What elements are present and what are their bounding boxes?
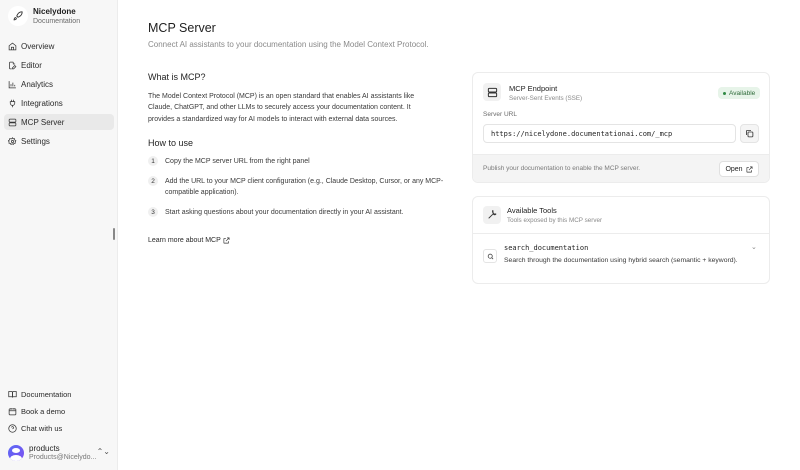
publish-notice: Publish your documentation to enable the MCP server.: [483, 165, 641, 172]
endpoint-footer: [473, 154, 769, 183]
what-heading: What is MCP?: [148, 72, 206, 82]
edit-icon: [8, 61, 17, 70]
step-text: Add the URL to your MCP client configuration (e.g., Claude Desktop, Cursor, or any MCP-compatible application).: [165, 178, 444, 196]
step-item: [148, 176, 448, 198]
available-tools-card: [472, 196, 770, 284]
user-menu[interactable]: [8, 444, 112, 462]
help-icon: [8, 424, 17, 433]
status-badge: [718, 87, 760, 99]
step-text: Copy the MCP server URL from the right panel: [165, 158, 310, 165]
server-icon: [8, 118, 17, 127]
page-title: MCP Server: [148, 21, 216, 35]
sidebar-footer: [4, 387, 114, 438]
rocket-icon: [8, 6, 28, 26]
external-link-icon: [746, 166, 753, 173]
tool-name[interactable]: search_documentation: [504, 244, 589, 252]
sidebar-item-label: Editor: [21, 60, 42, 70]
plug-icon: [8, 99, 17, 108]
step-number: 1: [148, 156, 158, 166]
tools-title: Available Tools: [507, 206, 557, 215]
footer-item-label: Documentation: [21, 389, 72, 399]
tools-subtitle: Tools exposed by this MCP server: [507, 217, 603, 224]
step-number: 3: [148, 207, 158, 217]
what-body: The Model Context Protocol (MCP) is an open standard that enables AI assistants like Claude, ChatGPT, and other LLMs to securely access your documentation content. It provides a standardized way for AI models to interact with external data sources.: [148, 93, 415, 123]
copy-url-button[interactable]: [740, 124, 759, 143]
sidebar-item-label: Settings: [21, 136, 50, 146]
brand[interactable]: [8, 6, 80, 26]
sidebar-resize-handle[interactable]: [113, 228, 115, 240]
brand-name: Nicelydone: [33, 6, 76, 16]
wrench-icon: [483, 206, 501, 224]
server-icon: [483, 83, 501, 101]
sidebar-item-label: Overview: [21, 41, 55, 51]
step-text: Start asking questions about your documentation directly in your AI assistant.: [165, 209, 404, 216]
sidebar-item-settings[interactable]: [4, 133, 114, 149]
server-url-label: Server URL: [483, 111, 517, 118]
endpoint-title: MCP Endpoint: [509, 84, 558, 93]
open-label: Open: [725, 165, 743, 173]
search-icon: [483, 249, 497, 263]
learn-more-link[interactable]: [148, 237, 230, 244]
mcp-endpoint-card: [472, 72, 770, 183]
sidebar-item-label: MCP Server: [21, 117, 65, 127]
chevron-down-icon[interactable]: ⌄: [751, 244, 757, 251]
user-email: Products@Nicelydo...: [29, 454, 97, 461]
open-button[interactable]: [719, 161, 759, 177]
footer-item-label: Book a demo: [21, 406, 66, 416]
learn-more-label: Learn more about MCP: [148, 237, 221, 244]
how-heading: How to use: [148, 138, 194, 148]
book-icon: [8, 390, 17, 399]
sidebar-item-integrations[interactable]: [4, 95, 114, 111]
avatar: [8, 445, 24, 461]
tool-description: Search through the documentation using hybrid search (semantic + keyword).: [504, 257, 738, 264]
external-link-icon: [223, 237, 230, 244]
endpoint-subtitle: Server-Sent Events (SSE): [509, 95, 583, 102]
sidebar-item-mcp-server[interactable]: [4, 114, 114, 130]
footer-item-label: Chat with us: [21, 423, 63, 433]
sidebar-item-editor[interactable]: [4, 57, 114, 73]
status-label: Available: [729, 89, 756, 97]
page-subtitle: Connect AI assistants to your documentation using the Model Context Protocol.: [148, 40, 429, 49]
chevron-updown-icon: ⌃⌄: [96, 447, 110, 456]
sidebar-item-analytics[interactable]: [4, 76, 114, 92]
calendar-icon: [8, 407, 17, 416]
sidebar-item-label: Analytics: [21, 79, 54, 89]
sidebar-nav: [4, 38, 114, 152]
home-icon: [8, 42, 17, 51]
book-demo-link[interactable]: [4, 404, 114, 418]
documentation-link[interactable]: [4, 387, 114, 401]
divider: [473, 233, 769, 234]
chart-icon: [8, 80, 17, 89]
brand-subtitle: Documentation: [33, 17, 81, 25]
status-dot-icon: [723, 92, 726, 95]
step-number: 2: [148, 176, 158, 186]
chat-link[interactable]: [4, 421, 114, 435]
copy-icon: [745, 129, 754, 138]
step-item: [148, 156, 448, 167]
gear-icon: [8, 137, 17, 146]
sidebar-item-overview[interactable]: [4, 38, 114, 54]
user-name: products: [29, 444, 60, 453]
server-url-field[interactable]: https://nicelydone.documentationai.com/_mcp: [483, 124, 736, 143]
sidebar: [0, 0, 118, 470]
step-item: [148, 207, 448, 218]
sidebar-item-label: Integrations: [21, 98, 63, 108]
